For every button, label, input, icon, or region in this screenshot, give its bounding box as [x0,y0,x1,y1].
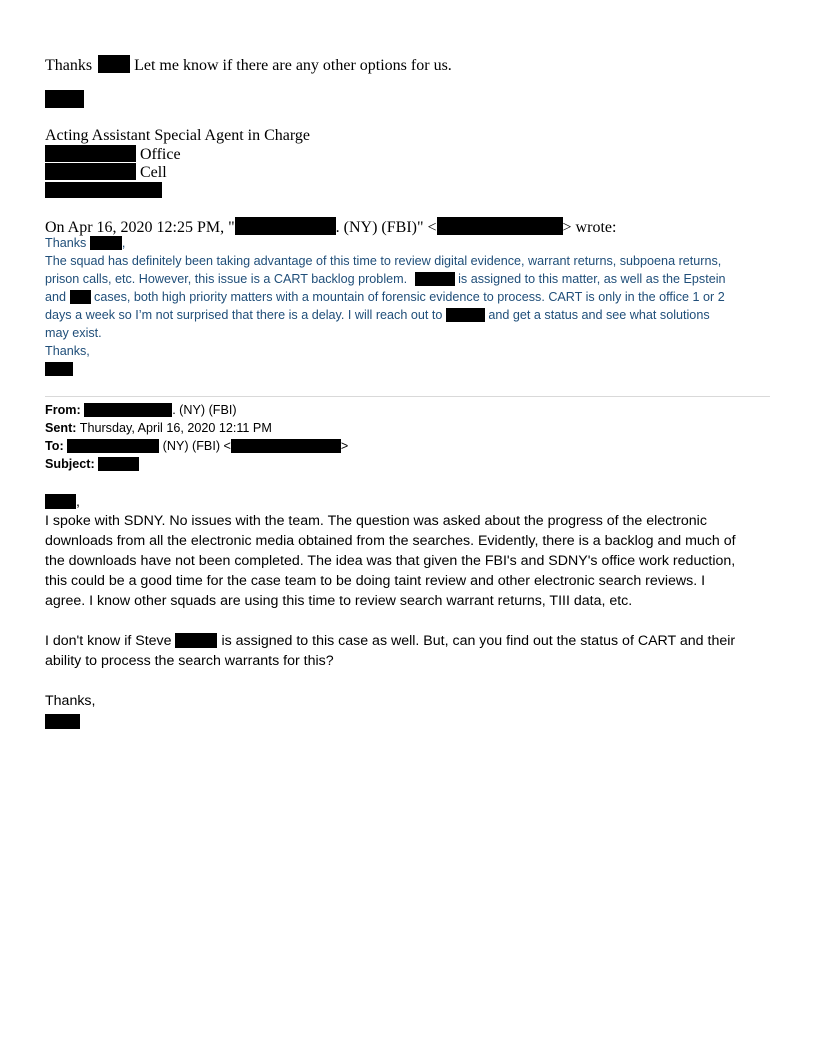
to-value-a: (NY) (FBI) < [159,439,231,453]
subject-label: Subject: [45,457,95,471]
quoted-line-4 [45,306,710,324]
redaction-block [446,308,485,322]
subject-line [45,455,139,473]
redaction-block [84,403,172,417]
original-greeting-line [45,492,80,512]
original-closing: Thanks, [45,693,96,709]
quoted-line-4b: and get a status and see what solutions [488,308,710,322]
quoted-line-3 [45,288,725,306]
from-line [45,401,237,419]
original-p2-line-1 [45,631,735,651]
quoted-intro-prefix: On Apr 16, 2020 12:25 PM, " [45,219,235,236]
header-divider [45,396,770,397]
redaction-block [231,439,341,453]
redaction-block [45,494,76,509]
original-p2-line-1b: is assigned to this case as well. But, can you find out the status of CART and their [221,633,736,649]
original-p1-line-3: the downloads have not been completed. The idea was that given the FBI's and SDNY's office work reduction, [45,553,736,569]
reply-greeting-suffix: . Let me know if there are any other options for us. [126,57,452,74]
redaction-block [90,236,122,250]
quoted-greeting-line [45,234,125,252]
reply-greeting-line [45,55,452,75]
signature-cell-label: Cell [140,164,167,181]
quoted-closing: Thanks, [45,344,90,358]
redaction-block [437,217,563,235]
quoted-line-3b: cases, both high priority matters with a mountain of forensic evidence to process. CART is only in the office 1 or 2 [94,290,725,304]
quoted-line-4a: days a week so I’m not surprised that there is a delay. I will reach out to [45,308,443,322]
to-line [45,437,348,455]
original-greeting-end: , [76,494,80,510]
original-p1-line-4: this could be a good time for the case team to be doing taint review and other electronic search reviews. I [45,573,706,589]
quoted-intro-middle: . (NY) (FBI)" < [335,219,437,236]
quoted-line-2b: is assigned to this matter, as well as the Epstein [458,272,726,286]
signature-office-line [45,145,181,164]
sent-line [45,419,272,437]
redaction-block-original-signature [45,714,80,729]
quoted-intro-line [45,217,616,237]
quoted-line-3a: and [45,290,67,304]
sent-value: Thursday, April 16, 2020 12:11 PM [79,421,272,435]
original-p2-line-2: ability to process the search warrants for this? [45,653,334,669]
to-label: To: [45,439,64,453]
redaction-block [175,633,217,648]
signature-cell-line [45,163,167,182]
sent-label: Sent: [45,421,77,435]
original-p1-line-1: I spoke with SDNY. No issues with the team. The question was asked about the progress of the electronic [45,513,707,529]
reply-greeting-prefix: Thanks [45,57,93,74]
redaction-block [45,145,136,162]
redaction-block-sender-name [45,90,84,108]
quoted-line-2 [45,270,726,288]
redaction-block-quoted-signature [45,362,73,376]
original-p1-line-5: agree. I know other squads are using this time to review search warrant returns, TIII data, etc. [45,593,633,609]
redaction-block [45,163,136,180]
quoted-line-2a: prison calls, etc. However, this issue is a CART backlog problem. [45,272,408,286]
from-value: . (NY) (FBI) [172,403,237,417]
signature-office-label: Office [140,146,181,163]
redaction-block [235,217,336,235]
redaction-block [98,457,139,471]
original-p1-line-2: downloads from all the electronic media obtained from the searches. Evidently, there is a backlog and much of [45,533,736,549]
quoted-line-5: may exist. [45,326,102,340]
quoted-greeting: Thanks [45,236,87,250]
quoted-greeting-end: , [121,236,126,250]
redaction-block [415,272,455,286]
quoted-intro-suffix: > wrote: [562,219,617,236]
quoted-line-1: The squad has definitely been taking advantage of this time to review digital evidence, warrant returns, subpoena returns, [45,254,722,268]
redaction-block [70,290,91,304]
redaction-block-email [45,182,162,198]
original-p2-line-1a: I don't know if Steve [45,633,172,649]
redaction-block [67,439,159,453]
from-label: From: [45,403,81,417]
to-value-b: > [340,439,349,453]
signature-title: Acting Assistant Special Agent in Charge [45,127,311,144]
